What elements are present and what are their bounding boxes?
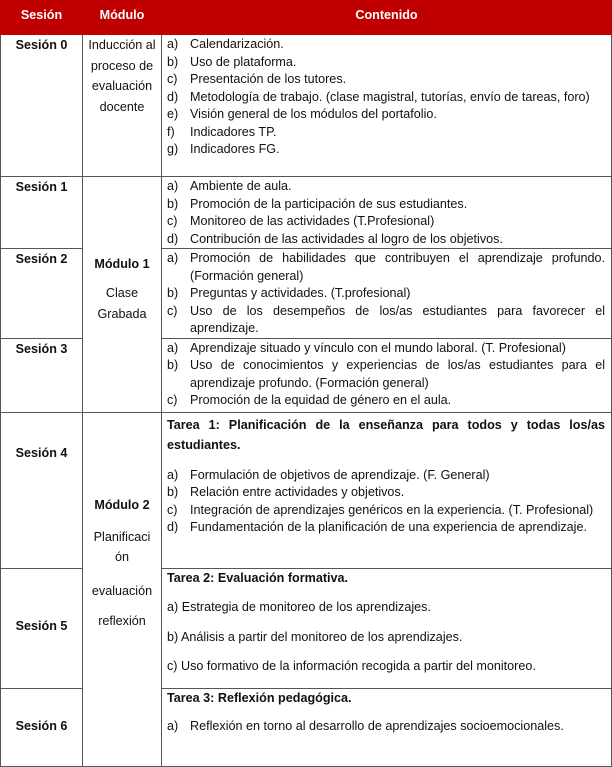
list-item-text: Monitoreo de las actividades (T.Profesional) bbox=[190, 214, 435, 228]
list-item-letter: c) bbox=[167, 393, 178, 407]
list-item bbox=[167, 213, 605, 231]
module-2-sub-3: evaluación bbox=[91, 583, 153, 598]
sesion-4-list bbox=[167, 467, 605, 537]
sesion-6-label bbox=[1, 688, 83, 766]
task-2-title: Tarea 2: Evaluación formativa. bbox=[167, 570, 349, 585]
row-sesion-0 bbox=[1, 35, 612, 177]
list-item-letter: a) bbox=[167, 37, 179, 51]
module-induccion-text: Inducción al proceso de evaluación docente bbox=[88, 38, 156, 114]
list-item-letter: d) bbox=[167, 89, 179, 104]
list-item bbox=[167, 124, 605, 142]
sesion-6-content bbox=[162, 688, 612, 766]
list-item bbox=[167, 502, 605, 520]
list-item bbox=[167, 392, 605, 410]
list-item-letter: a) bbox=[167, 467, 179, 482]
list-item bbox=[167, 89, 605, 107]
list-item-text: Formulación de objetivos de aprendizaje. (F. General) bbox=[190, 467, 490, 482]
module-1-subtitle: Clase Grabada bbox=[97, 286, 147, 321]
list-item-text: Presentación de los tutores. bbox=[190, 72, 347, 86]
sesion-5-line-c: c) Uso formativo de la información recogida a partir del monitoreo. bbox=[167, 659, 536, 673]
sesion-2-list bbox=[167, 250, 605, 338]
list-item-text: Indicadores TP. bbox=[190, 124, 277, 139]
list-item bbox=[167, 484, 605, 502]
list-item-letter: f) bbox=[167, 124, 175, 139]
sesion-3-list bbox=[167, 340, 605, 410]
list-item-text: Ambiente de aula. bbox=[190, 179, 292, 193]
list-item-text: Visión general de los módulos del portafolio. bbox=[190, 107, 437, 121]
list-item-letter: b) bbox=[167, 485, 179, 499]
list-item-letter: a) bbox=[167, 340, 179, 355]
row-sesion-1 bbox=[1, 177, 612, 249]
list-item-letter: a) bbox=[167, 179, 179, 193]
list-item-letter: b) bbox=[167, 358, 179, 372]
list-item-letter: e) bbox=[167, 107, 179, 121]
list-item-letter: c) bbox=[167, 303, 178, 318]
sesion-0-label: Sesión 0 bbox=[1, 35, 83, 177]
sesion-3-content bbox=[162, 338, 612, 412]
sesion-6-text: Sesión 6 bbox=[15, 719, 68, 734]
list-item-text: Promoción de la equidad de género en el aula. bbox=[190, 393, 452, 407]
module-2-cell bbox=[83, 412, 162, 766]
list-item-text: Metodología de trabajo. (clase magistral, tutorías, envío de tareas, foro) bbox=[190, 89, 590, 104]
module-2-sub-4: reflexión bbox=[98, 613, 146, 628]
list-item-text: Aprendizaje situado y vínculo con el mundo laboral. (T. Profesional) bbox=[190, 340, 566, 355]
list-item-letter: c) bbox=[167, 214, 178, 228]
task-3-title: Tarea 3: Reflexión pedagógica. bbox=[167, 690, 352, 705]
header-sesion: Sesión bbox=[1, 1, 83, 35]
list-item-text: Relación entre actividades y objetivos. bbox=[190, 485, 405, 499]
spacer bbox=[167, 455, 605, 467]
list-item-letter: b) bbox=[167, 286, 179, 300]
list-item-letter: c) bbox=[167, 72, 178, 86]
list-item-text: Promoción de habilidades que contribuyen el aprendizaje profundo. (Formación general) bbox=[190, 251, 605, 283]
list-item bbox=[167, 71, 605, 89]
list-item bbox=[167, 250, 605, 285]
list-item-letter: b) bbox=[167, 54, 179, 69]
sesion-1-label: Sesión 1 bbox=[1, 177, 83, 249]
sesion-0-list bbox=[167, 36, 605, 159]
list-item-text: Reflexión en torno al desarrollo de aprendizajes socioemocionales. bbox=[190, 719, 564, 733]
list-item bbox=[167, 519, 605, 537]
module-2-sub-2: ón bbox=[114, 549, 129, 564]
list-item bbox=[167, 303, 605, 338]
sesion-4-text: Sesión 4 bbox=[15, 446, 68, 461]
list-item-text: Calendarización. bbox=[190, 37, 284, 51]
module-2-title: Módulo 2 bbox=[94, 498, 150, 513]
module-1-title: Módulo 1 bbox=[94, 256, 150, 271]
task-1-title: Tarea 1: Planificación de la enseñanza para todos y todas los/as estudiantes. bbox=[167, 417, 605, 452]
list-item-text: Contribución de las actividades al logro de los objetivos. bbox=[190, 231, 503, 246]
list-item bbox=[167, 106, 605, 124]
sesion-6-list bbox=[167, 718, 605, 736]
header-modulo: Módulo bbox=[83, 1, 162, 35]
list-item-letter: d) bbox=[167, 520, 179, 534]
list-item bbox=[167, 357, 605, 392]
sesion-0-content bbox=[162, 35, 612, 177]
list-item bbox=[167, 36, 605, 54]
module-2-sub-1: Planificaci bbox=[93, 529, 151, 544]
list-item-letter: a) bbox=[167, 719, 179, 733]
header-row bbox=[1, 1, 612, 35]
list-item bbox=[167, 141, 605, 159]
list-item-text: Uso de conocimientos y experiencias de los/as estudiantes para el aprendizaje profundo. (Formación general) bbox=[190, 358, 605, 390]
sesion-2-content bbox=[162, 249, 612, 339]
list-item bbox=[167, 196, 605, 214]
sesion-4-label bbox=[1, 412, 83, 568]
list-item-letter: d) bbox=[167, 231, 179, 246]
list-item-text: Promoción de la participación de sus estudiantes. bbox=[190, 196, 468, 211]
sesion-4-content bbox=[162, 412, 612, 568]
list-item-letter: g) bbox=[167, 142, 179, 156]
list-item bbox=[167, 285, 605, 303]
sesion-5-content bbox=[162, 568, 612, 688]
list-item-letter: b) bbox=[167, 196, 179, 211]
sesion-1-list bbox=[167, 178, 605, 248]
list-item-text: Indicadores FG. bbox=[190, 142, 280, 156]
sesion-2-label: Sesión 2 bbox=[1, 249, 83, 339]
sesion-3-label: Sesión 3 bbox=[1, 338, 83, 412]
list-item-text: Preguntas y actividades. (T.profesional) bbox=[190, 286, 411, 300]
sesion-5-line-a: a) Estrategia de monitoreo de los aprendizajes. bbox=[167, 600, 431, 614]
row-sesion-4 bbox=[1, 412, 612, 568]
list-item-letter: a) bbox=[167, 251, 179, 265]
sesion-1-content bbox=[162, 177, 612, 249]
module-1-cell bbox=[83, 177, 162, 413]
list-item bbox=[167, 178, 605, 196]
list-item bbox=[167, 340, 605, 358]
sesion-5-label bbox=[1, 568, 83, 688]
list-item bbox=[167, 54, 605, 72]
list-item-text: Fundamentación de la planificación de una experiencia de aprendizaje. bbox=[190, 520, 587, 534]
header-contenido: Contenido bbox=[162, 1, 612, 35]
list-item-letter: c) bbox=[167, 502, 178, 517]
list-item-text: Uso de plataforma. bbox=[190, 54, 297, 69]
sesion-5-text: Sesión 5 bbox=[15, 619, 68, 634]
list-item-text: Integración de aprendizajes genéricos en la experiencia. (T. Profesional) bbox=[190, 502, 594, 517]
list-item bbox=[167, 231, 605, 249]
list-item bbox=[167, 467, 605, 485]
module-induccion bbox=[83, 35, 162, 177]
list-item-text: Uso de los desempeños de los/as estudiantes para favorecer el aprendizaje. bbox=[190, 303, 605, 335]
list-item bbox=[167, 718, 605, 736]
sesion-5-line-b: b) Análisis a partir del monitoreo de los aprendizajes. bbox=[167, 629, 463, 644]
